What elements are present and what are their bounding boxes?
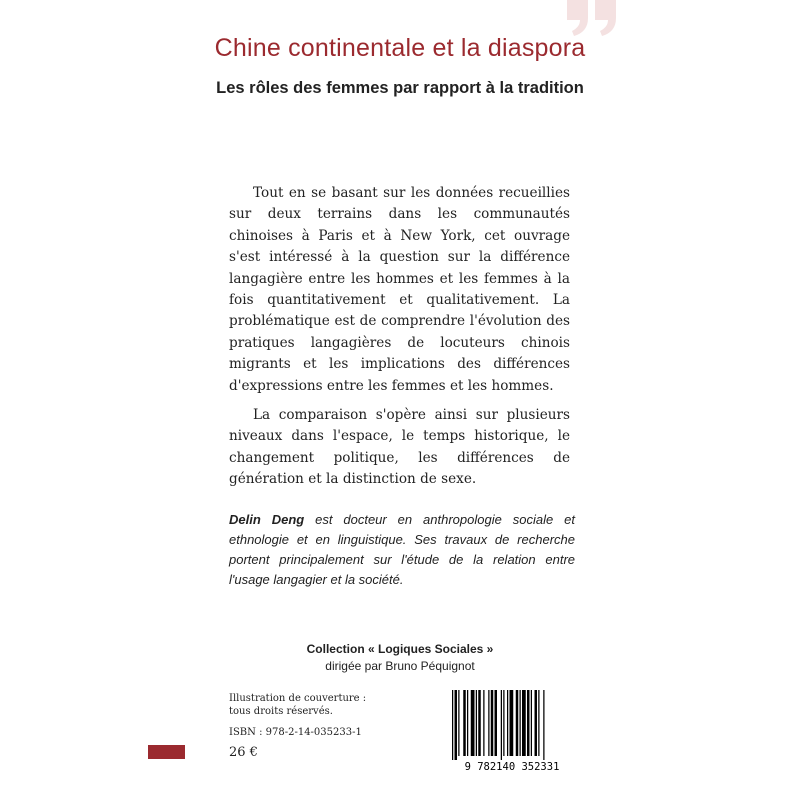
blurb-paragraph-2: La comparaison s'opère ainsi sur plusieurs niveaux dans l'espace, le temps historique, le changement politique, les différences de génération et la distinction de sexe. bbox=[229, 407, 570, 488]
barcode-bar bbox=[520, 690, 521, 756]
author-description: est docteur en anthropologie sociale et ethnologie et en linguistique. Ses travaux de recherche portent principalement sur l'étude de la relation entre l'usage langagier et la société. bbox=[229, 512, 575, 587]
barcode-bar bbox=[483, 690, 484, 756]
barcode-bar bbox=[507, 690, 508, 756]
barcode-bar bbox=[463, 690, 466, 756]
author-bio bbox=[229, 510, 575, 590]
price: 26 € bbox=[229, 745, 258, 760]
barcode-bar bbox=[458, 690, 459, 756]
barcode-bar bbox=[471, 690, 475, 756]
barcode-bar bbox=[531, 690, 532, 756]
cover-credits bbox=[229, 692, 366, 718]
book-subtitle: Les rôles des femmes par rapport à la tradition bbox=[216, 79, 584, 97]
blurb-paragraph-1: Tout en se basant sur les données recueillies sur deux terrains dans les communautés chinoises à Paris et à New York, cet ouvrage s'est intéressé à la question sur la différence langagière entre les hommes et les femmes à la fois quantitativement et qualitativement. La problématique est de comprendre l'évolution des pratiques langagières de locuteurs chinois migrants et les implications des différences d'expressions entre les femmes et les hommes. bbox=[229, 185, 570, 394]
barcode-bar bbox=[478, 690, 481, 756]
barcode-bar bbox=[495, 690, 498, 756]
barcode-bar bbox=[535, 690, 538, 756]
barcode-bar bbox=[503, 690, 504, 756]
barcode-bar bbox=[527, 690, 530, 756]
barcode-bar bbox=[543, 690, 544, 760]
blurb bbox=[229, 183, 570, 499]
barcode-bar bbox=[491, 690, 494, 756]
credits-line-2: tous droits réservés. bbox=[229, 706, 333, 717]
barcode-bar bbox=[476, 690, 477, 756]
accent-bar bbox=[148, 745, 185, 759]
collection-director: dirigée par Bruno Péquignot bbox=[325, 659, 475, 673]
barcode-bar bbox=[467, 690, 468, 756]
collection-info bbox=[0, 641, 800, 675]
barcode-bar bbox=[488, 690, 489, 756]
barcode-bar bbox=[522, 690, 526, 756]
barcode-bar bbox=[510, 690, 514, 756]
barcode-digits: 9 782140 352331 bbox=[464, 761, 560, 772]
barcode-bar bbox=[455, 690, 458, 760]
barcode-icon bbox=[448, 690, 576, 772]
barcode-bar bbox=[501, 690, 502, 760]
barcode-bar bbox=[538, 690, 539, 756]
credits-line-1: Illustration de couverture : bbox=[229, 693, 367, 704]
author-name: Delin Deng bbox=[229, 512, 305, 527]
collection-name: Collection « Logiques Sociales » bbox=[306, 642, 494, 656]
book-title: Chine continentale et la diaspora bbox=[214, 34, 586, 62]
isbn: ISBN : 978-2-14-035233-1 bbox=[229, 727, 362, 738]
barcode-bar bbox=[516, 690, 519, 756]
barcode-bar bbox=[452, 690, 453, 760]
